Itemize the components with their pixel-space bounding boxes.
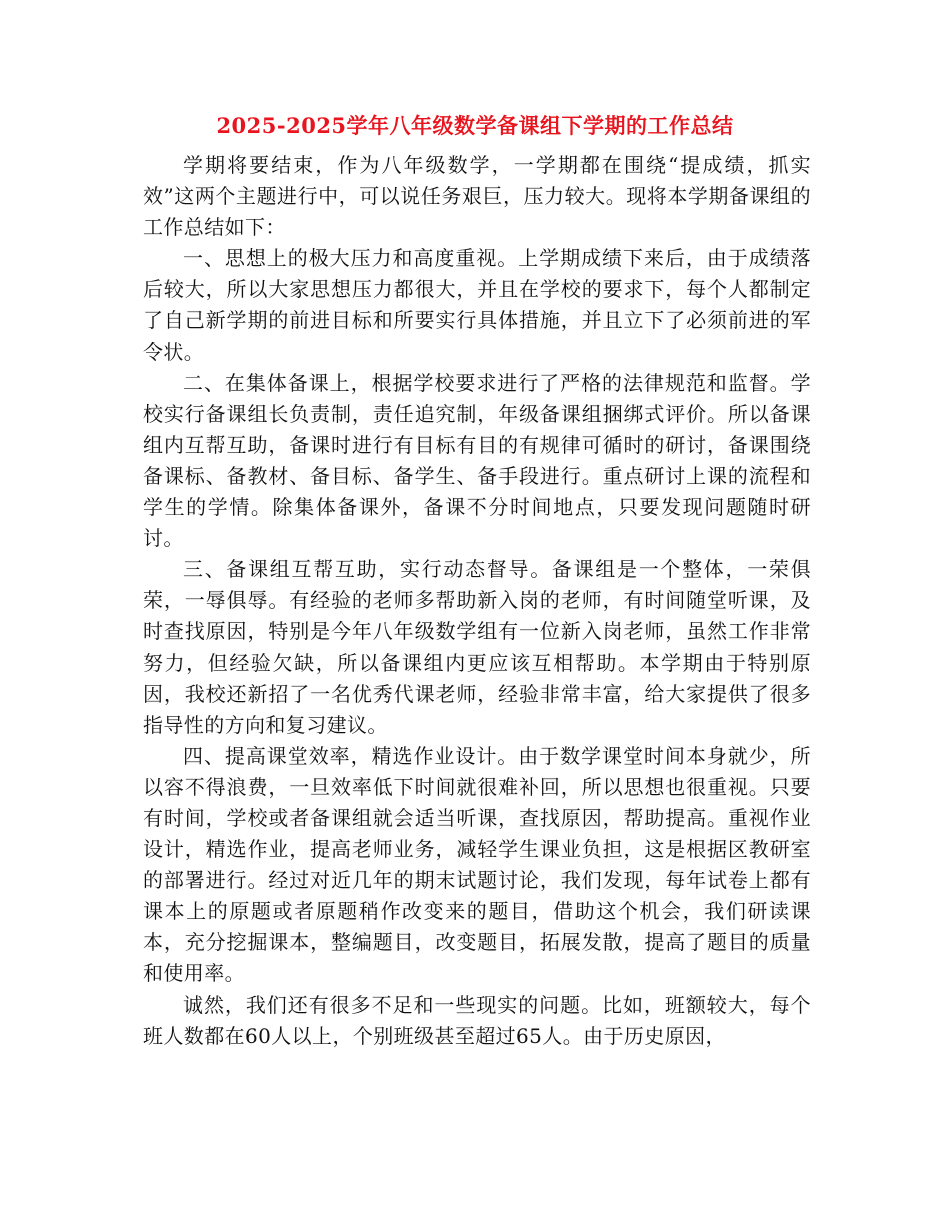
paragraph-intro: 学期将要结束，作为八年级数学，一学期都在围绕“提成绩，抓实效”这两个主题进行中，可以说任务艰巨，压力较大。现将本学期备课组的工作总结如下： xyxy=(143,153,811,240)
paragraph-shortcomings: 诚然，我们还有很多不足和一些现实的问题。比如，班额较大，每个班人数都在60人以上，个别班级甚至超过65人。由于历史原因， xyxy=(143,992,811,1048)
paragraph-section-4: 四、提高课堂效率，精选作业设计。由于数学课堂时间本身就少，所以容不得浪费，一旦效率低下时间就很难补回，所以思想也很重视。只要有时间，学校或者备课组就会适当听课，查找原因，帮助提高。重视作业设计，精选作业，提高老师业务，减轻学生课业负担，这是根据区教研室的部署进行。经过对近几年的期末试题讨论，我们发现，每年试卷上都有课本上的原题或者原题稍作改变来的题目，借助这个机会，我们研读课本，充分挖掘课本，整编题目，改变题目，拓展发散，提高了题目的质量和使用率。 xyxy=(143,743,811,986)
paragraph-section-3: 三、备课组互帮互助，实行动态督导。备课组是一个整体，一荣俱荣，一辱俱辱。有经验的老师多帮助新入岗的老师，有时间随堂听课，及时查找原因，特别是今年八年级数学组有一位新入岗老师，虽然工作非常努力，但经验欠缺，所以备课组内更应该互相帮助。本学期由于特别原因，我校还新招了一名优秀代课老师，经验非常丰富，给大家提供了很多指导性的方向和复习建议。 xyxy=(143,557,811,737)
paragraph-section-1: 一、思想上的极大压力和高度重视。上学期成绩下来后，由于成绩落后较大，所以大家思想压力都很大，并且在学校的要求下，每个人都制定了自己新学期的前进目标和所要实行具体措施，并且立下了必须前进的军令状。 xyxy=(143,246,811,364)
document-body xyxy=(143,150,811,1052)
paragraph-section-2: 二、在集体备课上，根据学校要求进行了严格的法律规范和监督。学校实行备课组长负责制，责任追究制，年级备课组捆绑式评价。所以备课组内互帮互助，备课时进行有目标有目的有规律可循时的研讨，备课围绕备课标、备教材、备目标、备学生、备手段进行。重点研讨上课的流程和学生的学情。除集体备课外，备课不分时间地点，只要发现问题随时研讨。 xyxy=(143,370,811,551)
document-title: 2025-2025学年八年级数学备课组下学期的工作总结 xyxy=(216,113,734,138)
